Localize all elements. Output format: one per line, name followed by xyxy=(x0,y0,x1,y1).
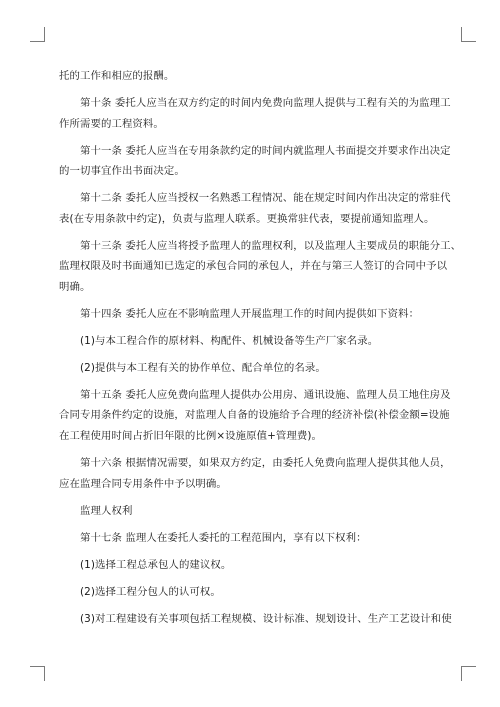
text-line: 在工程使用时间占折旧年限的比例×设施原值+管理费)。 xyxy=(59,430,323,443)
text-line: 表(在专用条款中约定)，负责与监理人联系。更换常驻代表，要提前通知监理人。 xyxy=(59,212,435,225)
article-17-line: 第十七条 监理人在委托人委托的工程范围内，享有以下权利： xyxy=(80,531,367,544)
list-item-line: (1)选择工程总承包人的建议权。 xyxy=(80,558,232,571)
text-line: 的一切事宜作出书面决定。 xyxy=(59,165,185,178)
article-16-line: 第十六条 根据情况需要，如果双方约定，由委托人免费向监理人提供其他人员， xyxy=(80,457,451,470)
text-line: 作所需要的工程资料。 xyxy=(59,117,164,130)
section-heading: 监理人权利 xyxy=(80,504,133,517)
list-item-line: (3)对工程建设有关事项包括工程规模、设计标准、规划设计、生产工艺设计和使 xyxy=(80,612,452,625)
text-line: 监理权限及时书面通知已选定的承包合同的承包人，并在与第三人签订的合同中予以 xyxy=(59,260,448,273)
list-item-line: (2)选择工程分包人的认可权。 xyxy=(80,585,221,598)
article-10-line: 第十条 委托人应当在双方约定的时间内免费向监理人提供与工程有关的为监理工 xyxy=(80,96,451,109)
crop-mark-bottom-left xyxy=(30,666,45,681)
article-12-line: 第十二条 委托人应当授权一名熟悉工程情况、能在规定时间内作出决定的常驻代 xyxy=(80,192,451,205)
document-body xyxy=(59,66,462,629)
article-13-line: 第十三条 委托人应当将授予监理人的监理权利，以及监理人主要成员的职能分工、 xyxy=(80,239,462,252)
crop-mark-bottom-right xyxy=(461,666,476,681)
text-line: 应在监理合同专用条件中予以明确。 xyxy=(59,477,227,490)
text-line: 明确。 xyxy=(59,280,91,293)
list-item-line: (1)与本工程合作的原材料、构配件、机械设备等生产厂家名录。 xyxy=(80,334,379,347)
list-item-line: (2)提供与本工程有关的协作单位、配合单位的名录。 xyxy=(80,361,326,374)
text-line: 合同专用条件约定的设施，对监理人自备的设施给予合理的经济补偿(补偿金额=设施 xyxy=(59,409,450,422)
text-line: 托的工作和相应的报酬。 xyxy=(59,70,175,82)
article-15-line: 第十五条 委托人应免费向监理人提供办公用房、通讯设施、监理人员工地住房及 xyxy=(80,388,451,401)
article-14-line: 第十四条 委托人应在不影响监理人开展监理工作的时间内提供如下资料： xyxy=(80,307,420,320)
crop-mark-top-right xyxy=(461,27,476,42)
article-11-line: 第十一条 委托人应当在专用条款约定的时间内就监理人书面提交并要求作出决定 xyxy=(80,144,451,157)
crop-mark-top-left xyxy=(30,27,45,42)
